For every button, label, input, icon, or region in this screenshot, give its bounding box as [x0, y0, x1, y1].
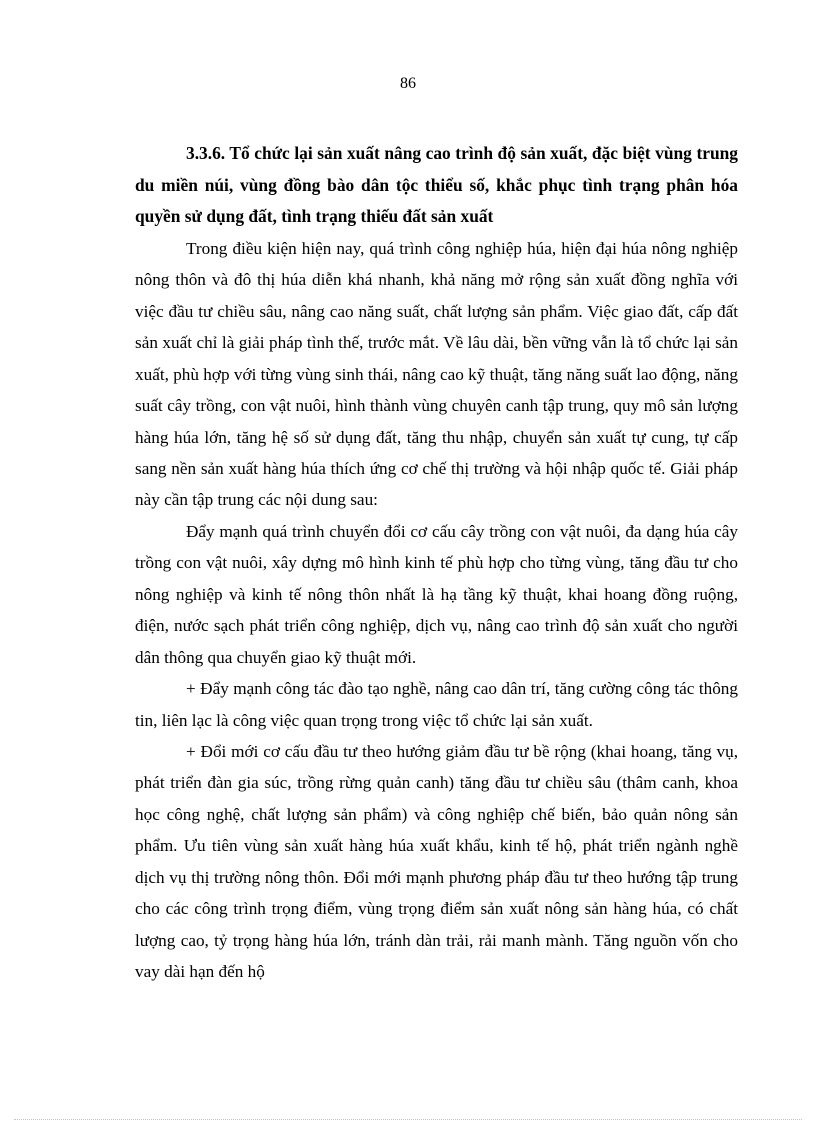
paragraph-investment-restructuring: + Đổi mới cơ cấu đầu tư theo hướng giảm đầu tư bề rộng (khai hoang, tăng vụ, phát triển đàn gia súc, trồng rừng quản canh) tăng đầu tư chiều sâu (thâm canh, khoa học công nghệ, chất lượng sản phẩm) và công nghiệp chế biến, bảo quản nông sản phẩm. Ưu tiên vùng sản xuất hàng húa xuất khẩu, kinh tế hộ, phát triển ngành nghề dịch vụ thị trường nông thôn. Đổi mới mạnh phương pháp đầu tư theo hướng tập trung cho các công trình trọng điểm, vùng trọng điểm sản xuất nông sản hàng húa, có chất lượng cao, tỷ trọng hàng húa lớn, tránh dàn trải, rải manh mành. Tăng nguồn vốn cho vay dài hạn đến hộ — [135, 742, 738, 982]
section-heading: 3.3.6. Tổ chức lại sản xuất nâng cao trình độ sản xuất, đặc biệt vùng trung du miền núi, vùng đồng bào dân tộc thiểu số, khắc phục tình trạng phân hóa quyền sử dụng đất, tình trạng thiếu đất sản xuất — [135, 143, 738, 227]
page-bottom-divider — [14, 1119, 802, 1120]
page-number: 86 — [400, 75, 416, 92]
paragraph-intro: Trong điều kiện hiện nay, quá trình công nghiệp húa, hiện đại húa nông nghiệp nông thôn và đô thị húa diễn khá nhanh, khả năng mở rộng sản xuất đồng nghĩa với việc đầu tư chiều sâu, nâng cao năng suất, chất lượng sản phẩm. Việc giao đất, cấp đất sản xuất chỉ là giải pháp tình thế, trước mắt. Về lâu dài, bền vững vẫn là tổ chức lại sản xuất, phù hợp với từng vùng sinh thái, nâng cao kỹ thuật, tăng năng suất lao động, năng suất cây trồng, con vật nuôi, hình thành vùng chuyên canh tập trung, quy mô sản lượng hàng húa lớn, tăng hệ số sử dụng đất, tăng thu nhập, chuyển sản xuất tự cung, tự cấp sang nền sản xuất hàng húa thích ứng cơ chế thị trường và hội nhập quốc tế. Giải pháp này cần tập trung các nội dung sau: — [135, 238, 738, 510]
paragraph-crop-restructuring: Đẩy mạnh quá trình chuyển đổi cơ cấu cây trồng con vật nuôi, đa dạng húa cây trồng con vật nuôi, xây dựng mô hình kinh tế phù hợp cho từng vùng, tăng đầu tư cho nông nghiệp và kinh tế nông thôn nhất là hạ tầng kỹ thuật, khai hoang đồng ruộng, điện, nước sạch phát triển công nghiệp, dịch vụ, nâng cao trình độ sản xuất cho người dân thông qua chuyển giao kỹ thuật mới. — [135, 521, 738, 667]
paragraph-vocational-training: + Đẩy mạnh công tác đào tạo nghề, nâng cao dân trí, tăng cường công tác thông tin, liên lạc là công việc quan trọng trong việc tổ chức lại sản xuất. — [135, 679, 738, 730]
document-body — [135, 138, 738, 988]
